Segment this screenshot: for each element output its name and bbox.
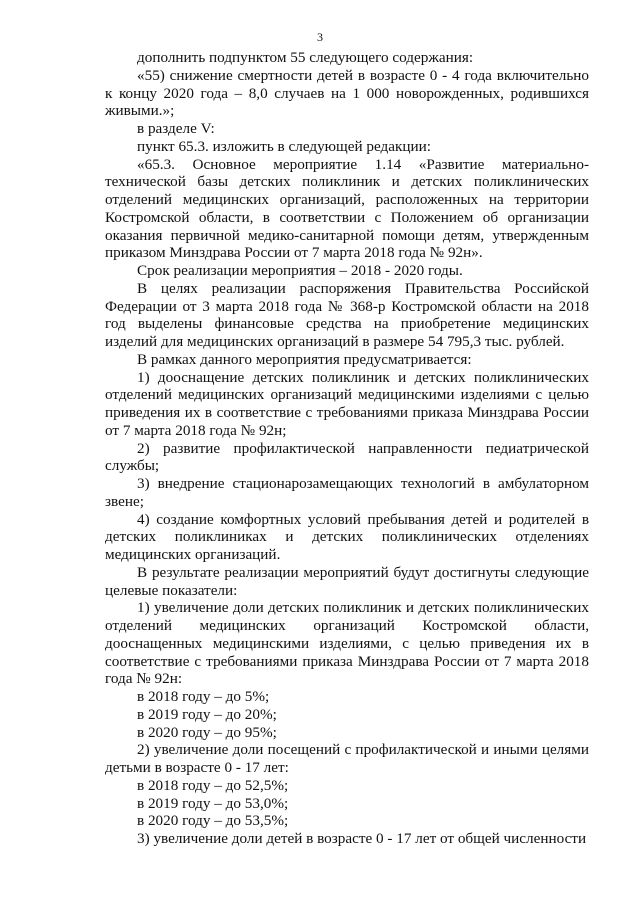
paragraph: «65.3. Основное мероприятие 1.14 «Развитие материально-технической базы детских поликлиник и детских поликлинических отделений медицинских организаций, расположенных на территории Костромской области, в соответствии с Положением об организации оказания первичной медико-санитарной помощи детям, утвержденным приказом Минздрава России от 7 марта 2018 года № 92н». bbox=[105, 155, 589, 262]
paragraph: в 2020 году – до 95%; bbox=[137, 723, 277, 741]
paragraph: В рамках данного мероприятия предусматривается: bbox=[137, 350, 472, 368]
paragraph: В целях реализации распоряжения Правительства Российской Федерации от 3 марта 2018 года № 368-р Костромской области на 2018 год выделены финансовые средства на приобретение медицинских изделий для медицинских организаций в размере 54 795,3 тыс. рублей. bbox=[105, 279, 589, 350]
document-body bbox=[105, 49, 589, 848]
paragraph: пункт 65.3. изложить в следующей редакции: bbox=[137, 137, 431, 155]
paragraph: в 2018 году – до 52,5%; bbox=[137, 776, 289, 794]
paragraph: в 2018 году – до 5%; bbox=[137, 688, 270, 705]
paragraph: в 2019 году – до 20%; bbox=[137, 705, 277, 723]
paragraph: В результате реализации мероприятий будут достигнуты следующие целевые показатели: bbox=[105, 563, 589, 599]
paragraph: 3) внедрение стационарозамещающих технологий в амбулаторном звене; bbox=[105, 475, 589, 510]
paragraph: 1) увеличение доли детских поликлиник и детских поликлинических отделений медицинских организаций Костромской области, дооснащенных медицинскими изделиями, с целью приведения их в соответствие с требованиями приказа Минздрава России от 7 марта 2018 года № 92н: bbox=[105, 599, 589, 688]
paragraph: в 2020 году – до 53,5%; bbox=[137, 812, 289, 830]
paragraph: «55) снижение смертности детей в возрасте 0 - 4 года включительно к концу 2020 года – 8,0 случаев на 1 000 новорожденных, родившихся живыми.»; bbox=[105, 66, 589, 120]
paragraph: 4) создание комфортных условий пребывания детей и родителей в детских поликлиниках и детских поликлинических отделениях медицинских организаций. bbox=[105, 510, 589, 563]
paragraph: 3) увеличение доли детей в возрасте 0 - 17 лет от общей численности bbox=[137, 830, 587, 847]
paragraph: в разделе V: bbox=[137, 120, 215, 137]
paragraph: 2) развитие профилактической направленности педиатрической службы; bbox=[105, 439, 589, 475]
paragraph: 1) дооснащение детских поликлиник и детских поликлинических отделений медицинских организаций медицинскими изделиями с целью приведения их в соответствие с требованиями приказа Минздрава России от 7 марта 2018 года № 92н; bbox=[105, 368, 589, 439]
paragraph: дополнить подпунктом 55 следующего содержания: bbox=[137, 49, 474, 66]
page-number: 3 bbox=[317, 30, 323, 44]
paragraph: в 2019 году – до 53,0%; bbox=[137, 794, 289, 812]
paragraph: 2) увеличение доли посещений с профилактической и иными целями детьми в возрасте 0 - 17 лет: bbox=[105, 741, 589, 776]
paragraph: Срок реализации мероприятия – 2018 - 2020 годы. bbox=[137, 262, 463, 279]
